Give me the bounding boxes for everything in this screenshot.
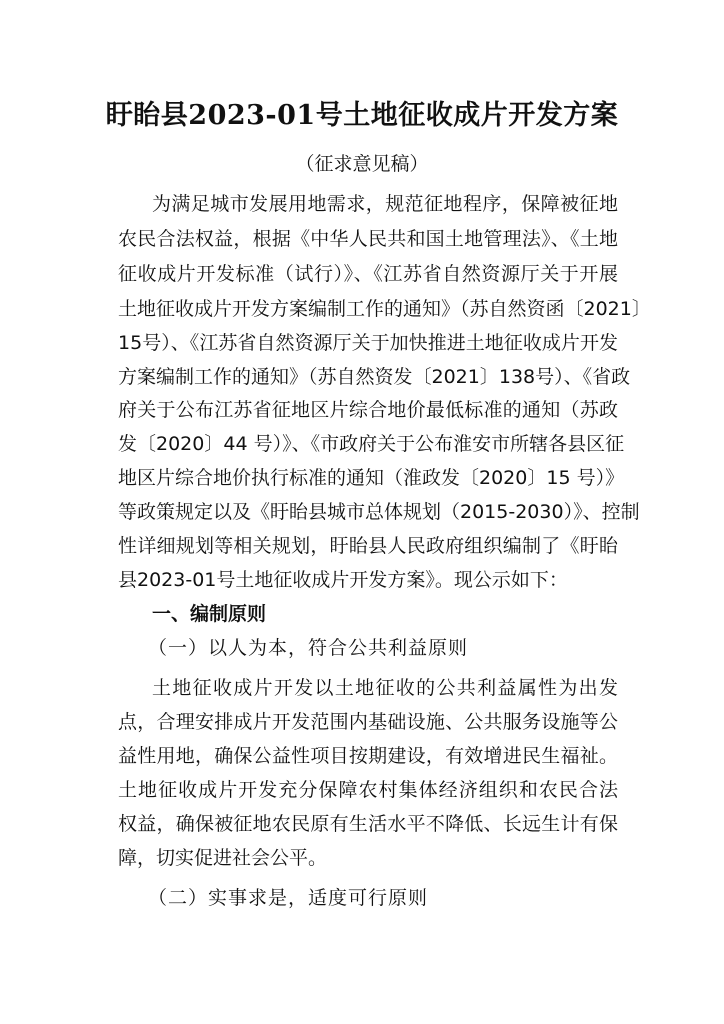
paragraph-line: 障，切实促进社会公平。 [118,847,328,869]
paragraph-line: 为满足城市发展用地需求，规范征地程序，保障被征地 [152,193,618,215]
paragraph-line: 土地征收成片开发充分保障农村集体经济组织和农民合法 [118,779,618,801]
document-subtitle: （征求意见稿） [295,153,429,175]
paragraph-line: 征收成片开发标准（试行）》、《江苏省自然资源厅关于开展 [118,263,618,285]
paragraph-line: 15号）、《江苏省自然资源厅关于加快推进土地征收成片开发 [118,332,618,354]
subsection-heading: （二）实事求是，适度可行原则 [148,887,429,909]
section-heading: 一、编制原则 [152,603,267,625]
paragraph-line: 土地征收成片开发以土地征收的公共利益属性为出发 [152,677,618,699]
paragraph-line: 土地征收成片开发方案编制工作的通知》（苏自然资函〔2021〕 [118,298,651,320]
paragraph-line: 发〔2020〕44 号）》、《市政府关于公布淮安市所辖各县区征 [118,433,625,455]
paragraph-line: 益性用地，确保公益性项目按期建设，有效增进民生福祉。 [118,745,618,767]
paragraph-line: 县2023-01号土地征收成片开发方案》。现公示如下： [118,569,568,591]
paragraph-line: 方案编制工作的通知》（苏自然资发〔2021〕138号）、《省政 [118,366,631,388]
paragraph-line: 地区片综合地价执行标准的通知（淮政发〔2020〕15 号）》 [118,467,625,489]
subsection-heading: （一）以人为本，符合公共利益原则 [148,637,469,659]
paragraph-line: 府关于公布江苏省征地区片综合地价最低标准的通知（苏政 [118,399,618,421]
paragraph-line: 农民合法权益，根据《中华人民共和国土地管理法》、《土地 [118,228,618,250]
paragraph-line: 等政策规定以及《盱眙县城市总体规划（2015-2030）》、控制 [118,501,640,523]
paragraph-line: 性详细规划等相关规划，盱眙县人民政府组织编制了《盱眙 [118,535,618,557]
paragraph-line: 权益，确保被征地农民原有生活水平不降低、长远生计有保 [118,813,618,835]
document-title: 盱眙县2023-01号土地征收成片开发方案 [105,100,619,131]
paragraph-line: 点，合理安排成片开发范围内基础设施、公共服务设施等公 [118,711,618,733]
